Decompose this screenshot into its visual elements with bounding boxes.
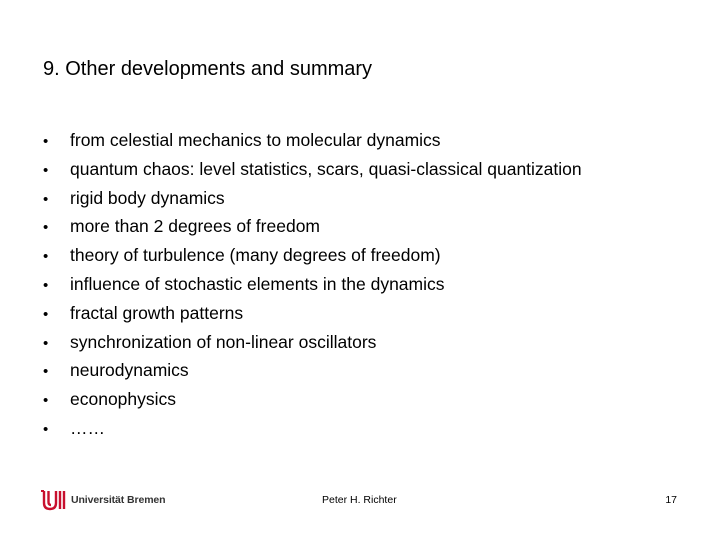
- university-logo-text: Universität Bremen: [71, 494, 166, 506]
- bullet-item: [43, 216, 582, 245]
- bullet-text: from celestial mechanics to molecular dynamics: [70, 130, 441, 150]
- bullet-dot: •: [43, 305, 49, 323]
- bullet-text: neurodynamics: [70, 360, 189, 381]
- bullet-text: theory of turbulence (many degrees of freedom): [70, 245, 441, 266]
- bullet-dot: •: [43, 248, 49, 266]
- bullet-item: [43, 332, 582, 361]
- bullet-item: [43, 303, 582, 332]
- bullet-dot: •: [43, 219, 49, 237]
- bullet-item: [43, 418, 582, 447]
- bullet-text: econophysics: [70, 389, 177, 410]
- bullet-dot: •: [43, 190, 49, 208]
- bullet-item: [43, 274, 582, 303]
- bullet-text: fractal growth patterns: [70, 302, 244, 323]
- bullet-item: [43, 360, 582, 389]
- slide-title: 9. Other developments and summary: [43, 58, 373, 80]
- footer-author: Peter H. Richter: [322, 494, 397, 506]
- bullet-item: [43, 245, 582, 274]
- bullet-dot: •: [43, 363, 49, 381]
- university-logo: [40, 489, 165, 511]
- bullet-list: [43, 130, 582, 447]
- bullet-dot: •: [43, 420, 49, 438]
- bullet-item: [43, 130, 582, 159]
- bullet-text: rigid body dynamics: [70, 187, 225, 208]
- page-number: 17: [665, 494, 677, 506]
- bullet-dot: •: [43, 392, 49, 410]
- bullet-dot: •: [43, 334, 49, 352]
- university-emblem-icon: [40, 489, 66, 511]
- bullet-text: ……: [70, 417, 105, 438]
- bullet-item: [43, 389, 582, 418]
- bullet-text: synchronization of non-linear oscillators: [70, 331, 377, 352]
- bullet-text: influence of stochastic elements in the dynamics: [70, 273, 445, 294]
- bullet-text: quantum chaos: level statistics, scars, quasi-classical quantization: [70, 158, 582, 179]
- bullet-item: [43, 188, 582, 217]
- bullet-dot: •: [43, 276, 49, 294]
- bullet-dot: •: [43, 161, 49, 179]
- bullet-dot: •: [43, 133, 49, 150]
- bullet-text: more than 2 degrees of freedom: [70, 216, 321, 237]
- bullet-item: [43, 159, 582, 188]
